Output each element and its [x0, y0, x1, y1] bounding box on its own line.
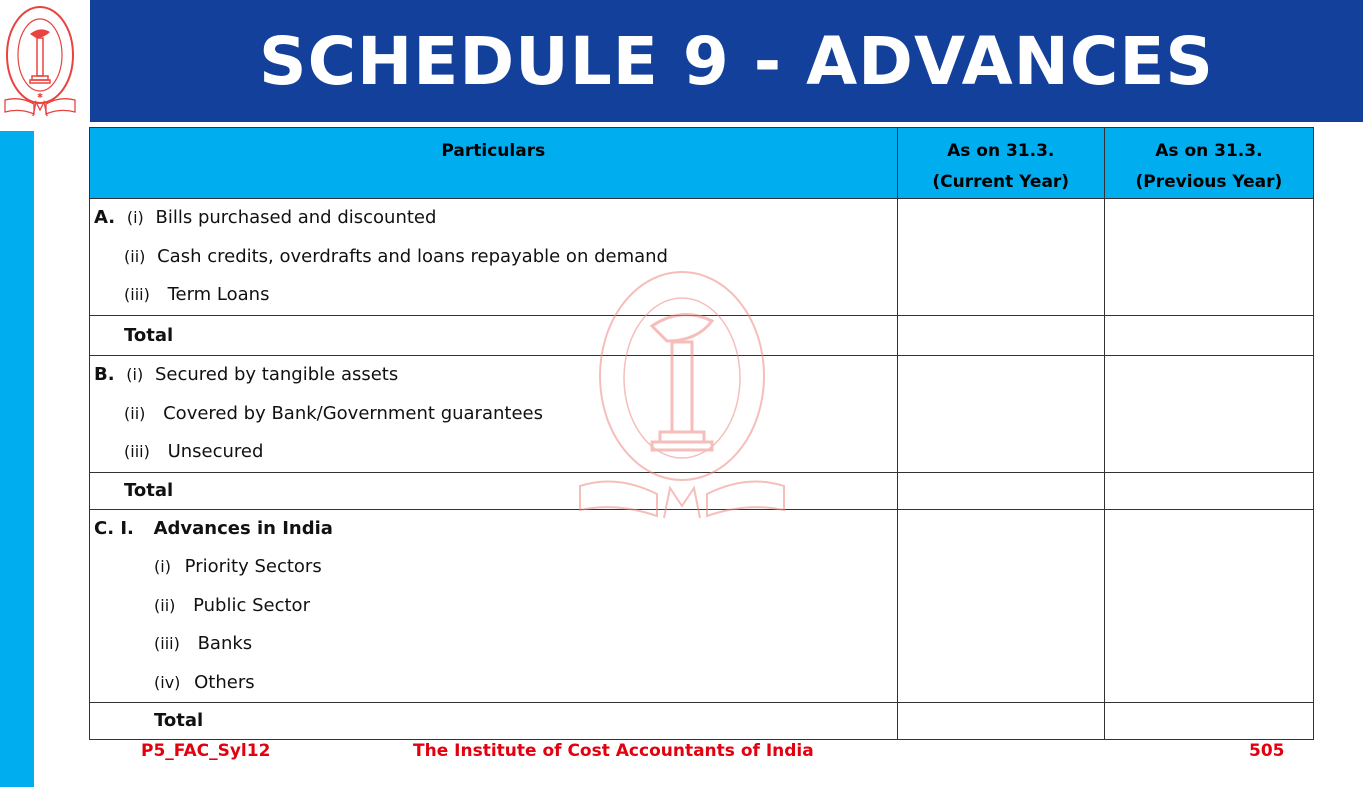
page-number: 505: [1249, 741, 1285, 761]
list-item: [90, 587, 897, 626]
group-label: A.: [94, 207, 116, 228]
institute-logo: [0, 0, 80, 124]
current-year-cell[interactable]: [897, 356, 1104, 473]
column-header-particulars: [90, 128, 898, 199]
current-year-cell[interactable]: [897, 472, 1104, 509]
particulars-cell: [90, 703, 898, 740]
table-row-total-a: [90, 316, 1314, 356]
list-item: [90, 238, 897, 277]
item-number: (i): [126, 208, 144, 227]
particulars-cell: [90, 316, 898, 356]
total-label: Total: [124, 325, 174, 346]
previous-year-cell[interactable]: [1104, 199, 1313, 316]
previous-year-cell[interactable]: [1104, 356, 1313, 473]
current-year-cell[interactable]: [897, 703, 1104, 740]
column-header-line2: (Current Year): [932, 172, 1070, 192]
particulars-cell: [90, 356, 898, 473]
particulars-cell: [90, 199, 898, 316]
list-item: [90, 356, 897, 395]
total-label: Total: [124, 479, 174, 501]
particulars-cell: [90, 472, 898, 509]
item-number: (ii): [124, 403, 146, 423]
item-text: Bills purchased and discounted: [155, 207, 437, 228]
list-item: [90, 548, 897, 587]
column-header-current-year: [897, 128, 1104, 199]
schedule-table: [89, 127, 1314, 740]
current-year-cell[interactable]: [897, 509, 1104, 703]
item-number: (iii): [124, 285, 150, 304]
list-item: [90, 395, 897, 434]
column-header-line2: (Previous Year): [1135, 172, 1283, 192]
column-header-line1: As on 31.3.: [947, 141, 1055, 161]
group-label: C. I.: [94, 517, 134, 539]
list-item: [90, 433, 897, 472]
item-number: (ii): [154, 595, 176, 615]
title-band: [90, 0, 1363, 122]
item-text: Covered by Bank/Government guarantees: [163, 402, 543, 424]
list-item: [90, 664, 897, 703]
current-year-cell[interactable]: [897, 199, 1104, 316]
footer-code: P5_FAC_Syl12: [141, 741, 271, 761]
item-number: (iii): [124, 442, 150, 461]
current-year-cell[interactable]: [897, 316, 1104, 356]
item-text: Others: [194, 671, 255, 693]
table-row-group-c: [90, 509, 1314, 703]
table-row-total-b: [90, 472, 1314, 509]
total-label: Total: [154, 710, 204, 731]
table-row-group-b: [90, 356, 1314, 473]
previous-year-cell[interactable]: [1104, 316, 1313, 356]
item-text: Unsecured: [167, 441, 264, 462]
table-row-group-a: [90, 199, 1314, 316]
item-text: Banks: [197, 633, 253, 654]
previous-year-cell[interactable]: [1104, 509, 1313, 703]
particulars-cell: [90, 509, 898, 703]
list-item: [90, 510, 897, 549]
group-heading: Advances in India: [153, 517, 333, 539]
list-item: [90, 625, 897, 664]
item-number: (i): [154, 557, 171, 576]
page-title: SCHEDULE 9 - ADVANCES: [259, 22, 1214, 100]
item-text: Secured by tangible assets: [154, 364, 399, 385]
svg-text:✱: ✱: [37, 92, 43, 100]
item-number: (ii): [124, 246, 146, 266]
list-item: [90, 199, 897, 238]
previous-year-cell[interactable]: [1104, 472, 1313, 509]
item-text: Cash credits, overdrafts and loans repayable on demand: [157, 245, 668, 267]
footer-institute: The Institute of Cost Accountants of India: [413, 741, 814, 761]
item-text: Priority Sectors: [184, 556, 322, 577]
item-number: (i): [126, 365, 144, 384]
group-label: B.: [94, 364, 115, 385]
side-accent-strip: [0, 131, 34, 787]
previous-year-cell[interactable]: [1104, 703, 1313, 740]
item-number: (iv): [154, 672, 181, 692]
list-item: [90, 276, 897, 315]
column-header-previous-year: [1104, 128, 1313, 199]
column-header-label: Particulars: [441, 141, 546, 161]
table-header-row: [90, 128, 1314, 199]
item-text: Term Loans: [167, 284, 270, 305]
column-header-line1: As on 31.3.: [1155, 141, 1263, 161]
table-row-total-c: [90, 703, 1314, 740]
item-text: Public Sector: [193, 594, 310, 616]
item-number: (iii): [154, 634, 180, 653]
